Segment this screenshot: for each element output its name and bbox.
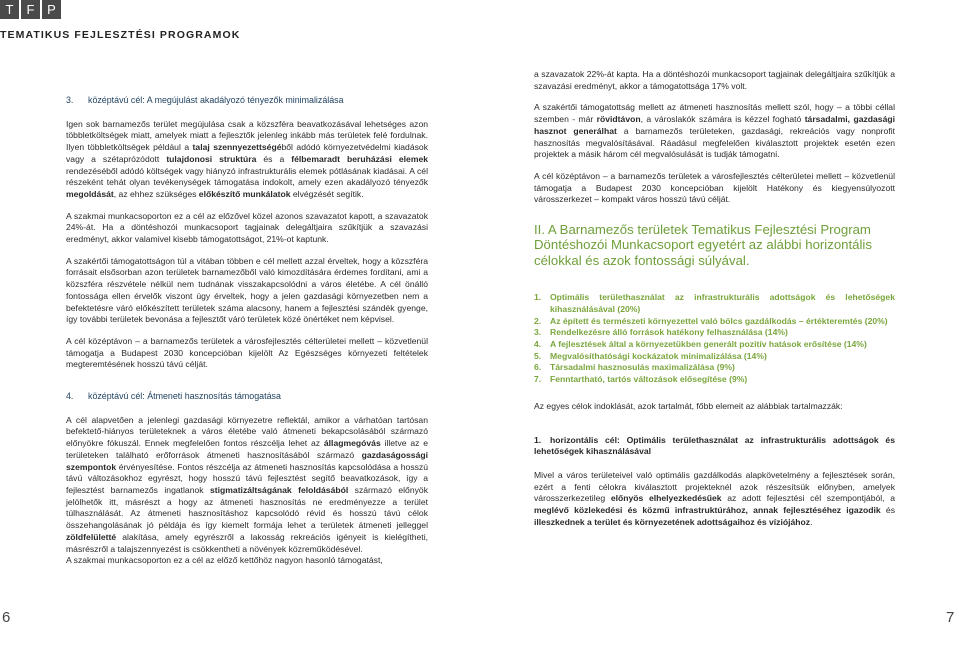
list-number: 6.: [534, 362, 542, 373]
text-run: , a városlakók számára is kézzel fogható: [640, 114, 805, 125]
left-column: [66, 95, 428, 577]
right-column: [534, 69, 895, 539]
text-run: érvényesítése. Fontos részcélja az átmeneti hasznosítás kapcsolódása a hosszú távú változásokhoz egyrészt, hogy hosszú távú fejlesztést segítő beavatkozások, így a fejlesztést barnamezős ingatlanok: [66, 461, 428, 495]
logo-letter-t: T: [0, 0, 19, 19]
right-paragraph-0: a szavazatok 22%-át kapta. Ha a döntéshozói munkacsoport tagjainak delegáltjaira szűkítjük a szavazási eredményt, akkor a támogatottsága 17% volt.: [534, 69, 895, 91]
list-number: 2.: [534, 315, 542, 326]
horizontal-goal-1-number: 1.: [534, 434, 542, 445]
section-3-paragraph-1: [66, 119, 428, 201]
list-text: Fenntartható, tartós változások elősegítése (9%): [550, 374, 748, 385]
list-number: 1.: [534, 292, 542, 303]
list-number: 7.: [534, 374, 542, 385]
emphasis-run: társadalmi, gazdasági hasznot generálhat: [534, 114, 895, 136]
section-3-title: középtávú cél: A megújulást akadályozó tényezők minimalizálása: [88, 95, 344, 105]
logo-letter-p: P: [42, 0, 61, 19]
text-run: az adott fejlesztési cél szempontjából, a: [721, 493, 895, 504]
emphasis-run: állagmegóvás: [323, 438, 381, 449]
list-item: [534, 351, 895, 363]
list-text: Társadalmi hasznosulás maximalizálása (9%): [550, 362, 735, 373]
chapter-title: II. A Barnamezős területek Tematikus Fejlesztési Program Döntéshozói Munkacsoport egyetért az alábbi horizontális célokkal és azok fontossági súlyával.: [534, 222, 872, 268]
text-run: és a: [256, 153, 292, 164]
tfp-logo: [0, 0, 61, 19]
list-item: [534, 374, 895, 386]
emphasis-run: rövidtávon: [596, 114, 641, 125]
list-text: Az épített és természeti környezettel való bölcs gazdálkodás – értékteremtés (20%): [550, 315, 888, 326]
text-run: ből adódó környezetvédelmi kiadások vagy a szétaprózódott: [66, 142, 428, 164]
section-3-number: 3.: [66, 95, 74, 105]
section-4-title: középtávú cél: Átmeneti hasznosítás támogatása: [88, 391, 281, 402]
right-paragraph-2: A cél középtávon – a barnamezős területek a városfejlesztés célterületei mellett – közvetlenül támogatja a Budapest 2030 koncepcióban kijelölt Hatékony és kiegyensúlyozott városszerkezet – kompakt város hosszú távú célját.: [534, 170, 895, 205]
list-item: [534, 362, 895, 374]
page-number-right: 7: [946, 609, 955, 626]
horizontal-goal-1-title: horizontális cél: Optimális területhasználat az infrastrukturális adottságok és lehetőségek kihasználásával: [534, 434, 895, 457]
right-paragraph-4: [534, 470, 895, 529]
text-run: A szakértői támogatottság mellett az átmeneti hasznosítás mellett szól, hogy – a többi céllal szemben - már: [534, 102, 895, 125]
text-run: illetve az e területeken található erőforrások átmeneti hasznosításából származó: [66, 438, 428, 460]
emphasis-run: előkészítő munkálatok: [198, 188, 291, 199]
section-3-paragraph-4: A cél középtávon – a barnamezős területek a városfejlesztés célterületei mellett – közvetlenül támogatja a Budapest 2030 koncepcióban kijelölt Az Egészséges környezeti feltételek megteremtésének hosszú távú célját.: [66, 335, 428, 370]
list-number: 3.: [534, 327, 542, 338]
text-run: Igen sok barnamezős terület megújulása csak a közszféra beavatkozásával lehetséges azon többletköltségek miatt, amelyek miatt a fejlesztők jelenleg inkább más területek felé fordulnak. Ilyen többletköltségek például a: [66, 118, 428, 153]
horizontal-goals-list: [534, 292, 895, 386]
list-item: [534, 292, 895, 315]
right-paragraph-1: [534, 102, 895, 161]
list-item: [534, 327, 895, 339]
emphasis-run: tulajdonosi struktúra: [166, 153, 257, 164]
text-run: , az ehhez szükséges: [113, 188, 199, 199]
emphasis-run: gazdaságossági szempontok: [66, 449, 428, 472]
list-text: Rendelkezésre álló források hatékony felhasználása (14%): [550, 327, 788, 338]
list-item: [534, 339, 895, 351]
section-4-number: 4.: [66, 391, 74, 402]
text-run: és: [880, 505, 896, 516]
section-3-heading: [66, 95, 428, 107]
text-run: .: [810, 516, 813, 527]
section-3-paragraph-2: A szakmai munkacsoporton ez a cél az előzővel közel azonos szavazatot kapott, a szavazatok 24%-át. Ha a döntéshozói munkacsoport tagjainak delegáltjaira szűkítjük a szavazási eredményt, akkor valamivel kisebb támogatottságot, 21%-ot kaptunk.: [66, 210, 428, 245]
list-text: Optimális területhasználat az infrastrukturális adottságok és lehetőségek kihasználásával (20%): [550, 292, 895, 314]
section-3-paragraph-3: A szakértői támogatottságon túl a vitában többen e cél mellett azzal érveltek, hogy a közszféra forrásait elsősorban azon területek barnamezőből való kimozdítására érdemes fordítani, ami a közszféra részvétele nélkül nem tudnának visszakapcsolódni a város életébe. A cél önálló fontossága ellen érvelők viszont úgy érveltek, hogy a jelen gazdasági környezetben nem a befektetésre váró előkészített területek száma alacsony, hanem a fejlesztési szándék gyenge, így további területek bevonása a fejlesztőt váró területek közé önértéket nem képvisel.: [66, 255, 428, 325]
list-number: 4.: [534, 339, 542, 350]
emphasis-run: félbemaradt beruházási elemek: [291, 153, 429, 164]
emphasis-run: talaj szennyezettségé: [192, 142, 282, 153]
text-run: alakítása, amely egyrészről a lakosság rekreációs igényeit is kielégítheti, másrészről a talajszennyezést is csökkentheti a növények közreműködésével.: [66, 531, 428, 554]
horizontal-goal-1-heading: [534, 435, 895, 458]
text-run: Mivel a város területeivel való optimális gazdálkodás alapkövetelmény a fejlesztések során, ezért a fenti célokra kiválasztott projekteknél azok részesítsük előnyben, amelyek városszerkezetileg: [534, 469, 895, 504]
logo-letter-f: F: [21, 0, 40, 19]
emphasis-run: meglévő közlekedési és közmű infrastruktúrához, annak fejlesztéséhez igazodik: [534, 505, 881, 516]
list-text: Megvalósíthatósági kockázatok minimalizálása (14%): [550, 350, 767, 361]
section-4-heading: [66, 391, 428, 403]
emphasis-run: megoldását: [66, 188, 114, 199]
program-title: TEMATIKUS FEJLESZTÉSI PROGRAMOK: [0, 29, 241, 41]
list-number: 5.: [534, 350, 542, 361]
text-run: származó előnyök jelölhetők itt, másrészt a: [66, 484, 428, 507]
emphasis-run: zöldfelületté: [66, 531, 117, 542]
text-run: elvégzését segítik.: [290, 188, 364, 199]
text-run: hogy az átmeneti hasznosítás ne eredményezze a terület túlhasználását. Az átmeneti hasznosításhoz kapcsolódó révid és hosszú távú célok összehangolásának jó példája és így kiemelt formája lehet a területek átmeneti jelleggel: [66, 496, 428, 531]
list-text: A fejlesztések által a környezetükben generált pozitív hatások erősítése (14%): [550, 339, 867, 350]
emphasis-run: illeszkednek a terület és környezetének adottságaihoz és víziójához: [534, 516, 811, 527]
text-run: A cél alapvetően a jelenlegi gazdasági környezetre reflektál, amikor a várhatóan tartósan befektető-hiányos területeknek a város életébe való átmeneti bekapcsolásából származó előnyökre fókuszál. Ennek megfelelően fontos részcélja lehet az: [66, 414, 428, 449]
right-paragraph-3: Az egyes célok indoklását, azok tartalmát, főbb elemeit az alábbiak tartalmazzák:: [534, 400, 843, 411]
text-run: a barnamezős területeken, gazdasági, rekreációs vagy nonprofit hasznosítás megvalósításával. Ráadásul megfelelően kiválasztott projektek esetén ezen projektek a másik három cél megvalósulását is tudják támogatni.: [534, 125, 895, 160]
text-run: rendezéséből adódó költségek vagy hiányzó infrastrukturális elemek pótlásának kiadásai. A cél részeként tehát olyan tevékenységek támogatása indokolt, amely ezen akadályozó tényezők: [66, 165, 428, 188]
emphasis-run: előnyös elhelyezkedésűek: [610, 493, 722, 504]
page-number-left: 6: [2, 609, 11, 626]
section-4-paragraph-2: A szakmai munkacsoporton ez a cél az előző kettőhöz nagyon hasonló támogatást,: [66, 555, 383, 566]
section-4-paragraph-1: [66, 415, 428, 555]
list-item: [534, 316, 895, 328]
emphasis-run: stigmatizáltságának feloldásából: [210, 484, 349, 495]
